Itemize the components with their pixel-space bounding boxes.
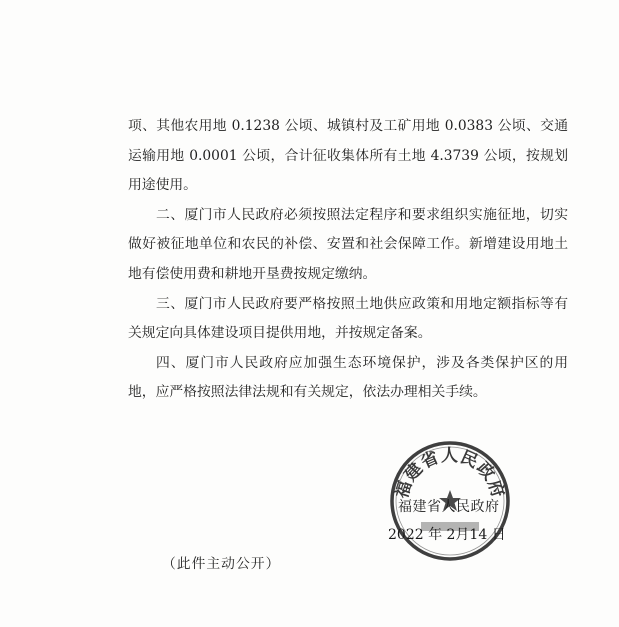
paragraph-item-4: 四、厦门市人民政府应加强生态环境保护，涉及各类保护区的用地，应严格按照法律法规和有关规定，依法办理相关手续。 — [128, 354, 568, 401]
paragraph-continuation: 项、其他农用地 0.1238 公顷、城镇村及工矿用地 0.0383 公顷、交通运输用地 0.0001 公顷，合计征收集体所有土地 4.3739 公顷，按规划用途使用。 — [128, 118, 568, 194]
svg-text:福建省人民政府: 福建省人民政府 — [392, 446, 508, 501]
paragraph-item-2: 二、厦门市人民政府必须按照法定程序和要求组织实施征地，切实做好被征地单位和农民的补偿、安置和社会保障工作。新增建设用地土地有偿使用费和耕地开垦费按规定缴纳。 — [128, 206, 568, 282]
public-disclosure-note: （此件主动公开） — [162, 556, 281, 572]
issuer-name: 福建省人民政府 — [398, 499, 500, 515]
paragraph-item-3: 三、厦门市人民政府要严格按照土地供应政策和用地定额指标等有关规定向具体建设项目提供用地，并按规定备案。 — [128, 295, 568, 342]
issue-date: 2022 年 2月14 日 — [388, 527, 506, 543]
document-body — [128, 112, 568, 408]
